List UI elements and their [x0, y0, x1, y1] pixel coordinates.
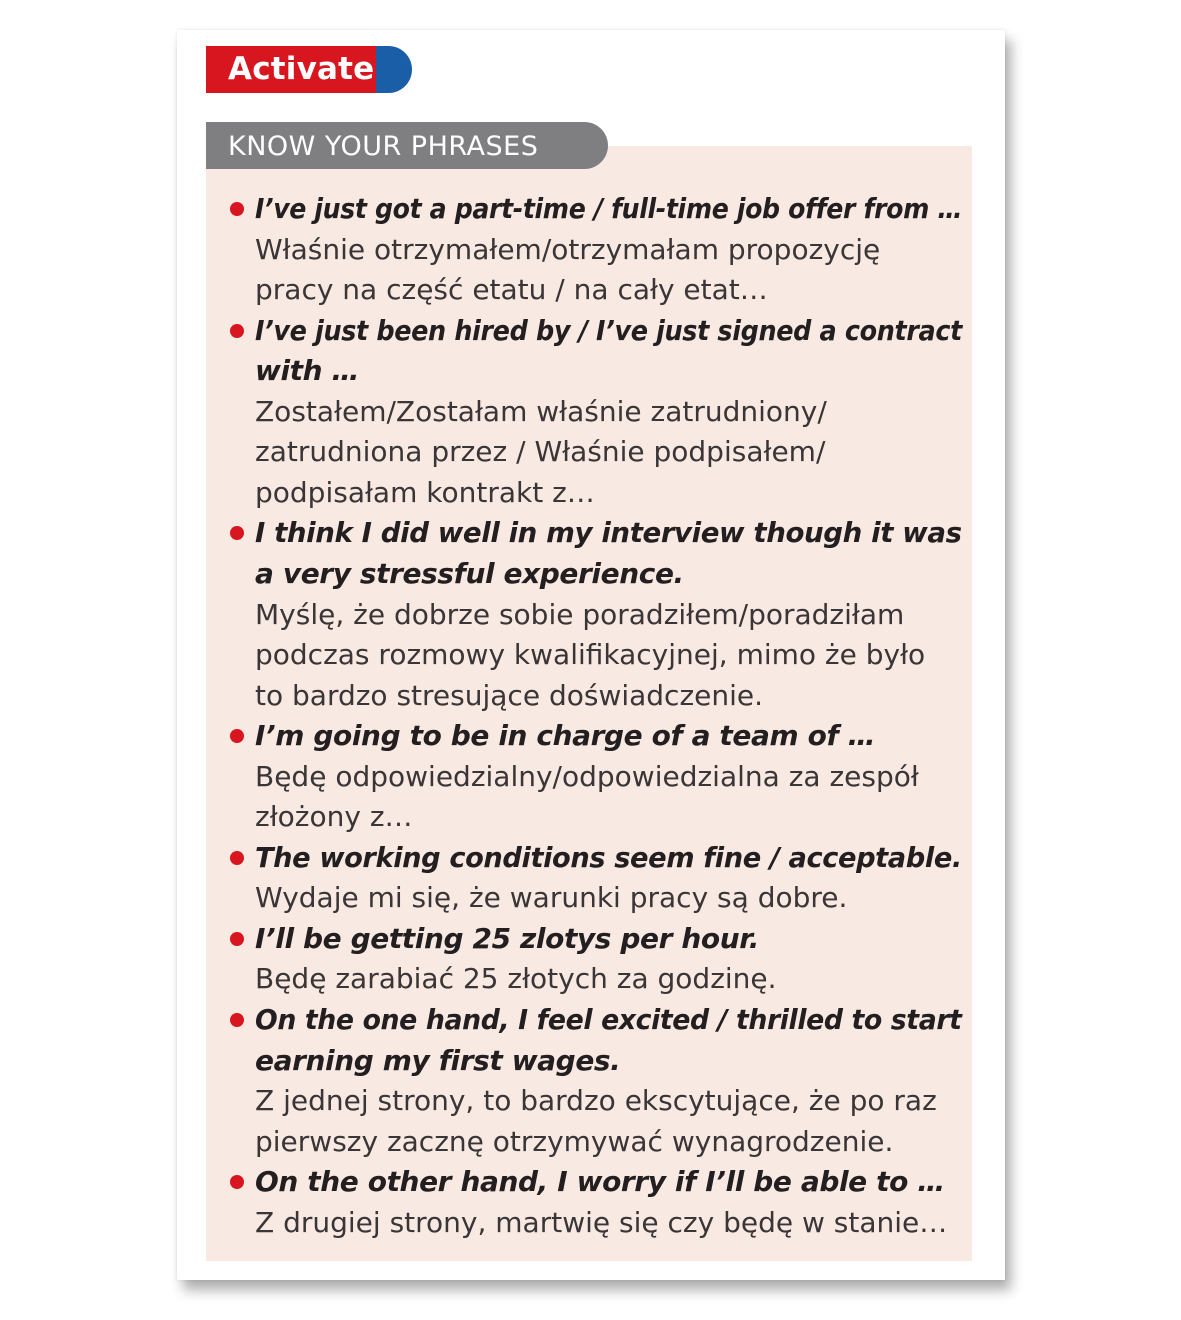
phrase-english: I’ll be getting 25 zlotys per hour.	[255, 921, 759, 955]
phrase-polish: Myślę, że dobrze sobie poradziłem/poradziłam	[255, 597, 905, 631]
phrase-polish: Z drugiej strony, martwię się czy będę w stanie…	[255, 1205, 948, 1239]
phrase-english: On the one hand, I feel excited / thrilled to start	[255, 1003, 962, 1036]
phrase-polish: złożony z…	[255, 800, 413, 834]
bullet-icon	[230, 324, 244, 338]
bullet-icon	[230, 729, 244, 743]
phrase-polish: podczas rozmowy kwalifikacyjnej, mimo że było	[255, 638, 926, 672]
bullet-icon	[230, 202, 244, 216]
phrase-polish: pierwszy zacznę otrzymywać wynagrodzenie.	[255, 1124, 894, 1158]
phrase-english: The working conditions seem fine / acceptable.	[255, 840, 962, 874]
phrase-polish: pracy na część etatu / na cały etat…	[255, 273, 768, 307]
phrase-polish: Będę zarabiać 25 złotych za godzinę.	[255, 962, 777, 996]
phrase-english: On the other hand, I worry if I’ll be able to …	[255, 1165, 945, 1199]
phrase-polish: podpisałam kontrakt z…	[255, 475, 595, 509]
phrase-english: I think I did well in my interview though it was	[255, 516, 962, 550]
phrase-polish: Właśnie otrzymałem/otrzymałam propozycję	[255, 232, 881, 266]
phrase-polish: to bardzo stresujące doświadczenie.	[255, 678, 764, 712]
bullet-icon	[230, 1013, 244, 1027]
bullet-icon	[230, 526, 244, 540]
phrase-english: I’m going to be in charge of a team of …	[255, 719, 876, 753]
phrase-polish: Wydaje mi się, że warunki pracy są dobre.	[255, 881, 848, 915]
bullet-icon	[230, 932, 244, 946]
phrase-polish: zatrudniona przez / Właśnie podpisałem/	[255, 435, 826, 469]
bullet-icon	[230, 1175, 244, 1189]
phrase-polish: Będę odpowiedzialny/odpowiedzialna za zespół	[255, 759, 919, 793]
phrase-english: a very stressful experience.	[255, 556, 684, 590]
section-title: KNOW YOUR PHRASES	[228, 131, 539, 162]
phrase-english: I’ve just been hired by / I’ve just signed a contract	[255, 313, 962, 347]
bullet-icon	[230, 851, 244, 865]
phrase-english: with …	[255, 354, 360, 388]
phrase-polish: Z jednej strony, to bardzo ekscytujące, że po raz	[255, 1084, 937, 1118]
activate-label: Activate	[228, 51, 375, 87]
phrase-english: earning my first wages.	[255, 1043, 621, 1077]
phrase-english: I’ve just got a part-time / full-time job offer from …	[255, 192, 963, 225]
phrase-polish: Zostałem/Zostałam właśnie zatrudniony/	[255, 394, 827, 428]
